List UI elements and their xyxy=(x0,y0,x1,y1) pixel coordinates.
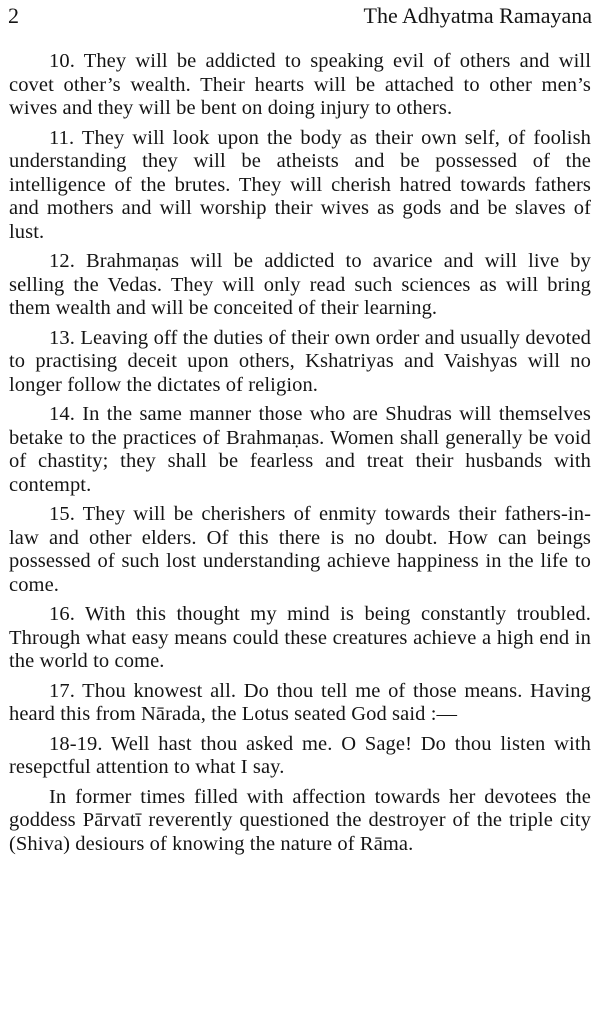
running-title: The Adhyatma Ramayana xyxy=(363,3,592,28)
body-text xyxy=(9,50,591,856)
paragraph-verse-14: 14. In the same manner those who are Shudras will themselves betake to the practices of Brahmaṇas. Women shall generally be void of chastity; they shall be fearless and treat their husbands with contempt. xyxy=(9,403,591,496)
running-head xyxy=(8,2,592,30)
paragraph-verse-16: 16. With this thought my mind is being constantly troubled. Through what easy means could these creatures achieve a high end in the world to come. xyxy=(9,603,591,672)
paragraph-verse-11: 11. They will look upon the body as their own self, of foolish understanding they will be atheists and be possessed of the intelligence of the brutes. They will cherish hatred towards fathers and mothers and will worship their wives as gods and be slaves of lust. xyxy=(9,126,591,243)
paragraph-verse-12: 12. Brahmaṇas will be addicted to avarice and will live by selling the Vedas. They will only read such sciences as will bring them wealth and will be conceited of their learning. xyxy=(9,250,591,319)
paragraph-verse-18-19: 18-19. Well hast thou asked me. O Sage! Do thou listen with resepctful attention to what I say. xyxy=(9,732,591,778)
paragraph-narrative: In former times filled with affection towards her devotees the goddess Pārvatī reverently questioned the destroyer of the triple city (Shiva) desiours of knowing the nature of Rāma. xyxy=(9,785,591,855)
page-number: 2 xyxy=(8,3,19,28)
paragraph-verse-17: 17. Thou knowest all. Do thou tell me of those means. Having heard this from Nārada, the Lotus seated God said :— xyxy=(9,679,591,725)
paragraph-verse-13: 13. Leaving off the duties of their own order and usually devoted to practising deceit upon others, Kshatriyas and Vaishyas will no longer follow the dictates of religion. xyxy=(9,326,591,396)
paragraph-verse-10: 10. They will be addicted to speaking evil of others and will covet other’s wealth. Their hearts will be attached to other men’s wives and they will be bent on doing injury to others. xyxy=(9,50,591,119)
paragraph-verse-15: 15. They will be cherishers of enmity towards their fathers-in-law and other elders. Of this there is no doubt. How can beings possessed of such lost understanding achieve happiness in the life to come. xyxy=(9,503,591,596)
